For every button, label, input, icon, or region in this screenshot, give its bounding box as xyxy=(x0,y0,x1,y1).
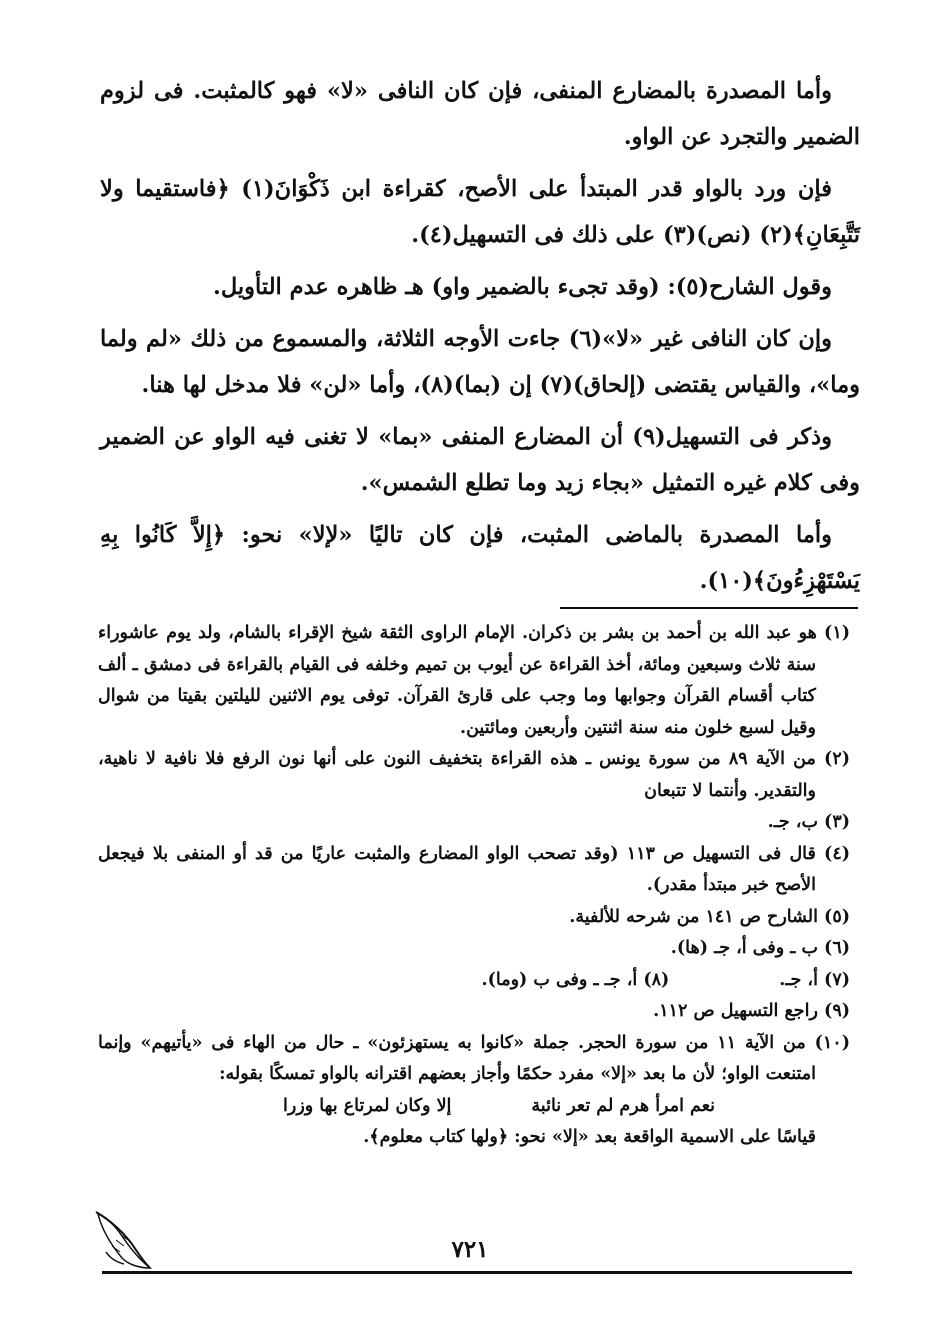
main-text xyxy=(100,68,860,610)
paragraph-4: وإن كان النافى غير «لا»(٦) جاءت الأوجه الثلاثة، والمسموع من ذلك «لم ولما وما»، والقياس يقتضى (إلحاق)(٧) إن (بما)(٨)، وأما «لن» فلا مدخل لها هنا. xyxy=(100,326,860,398)
footnote-row-7-8 xyxy=(98,965,850,997)
footnote-2: (٢) من الآية ٨٩ من سورة يونس ـ هذه القراءة بتخفيف النون على أنها نون الرفع فلا نافية لا ناهية، والتقدير. وأنتما لا تتبعان xyxy=(98,749,850,801)
footnote-7: (٧) أ، جـ. xyxy=(779,969,850,990)
paragraph-2: فإن ورد بالواو قدر المبتدأ على الأصح، كقراءة ابن ذَكْوَانَ(١) ﴿فاستقيما ولا تَتَّبِعَانِ﴾(٢) (نص)(٣) على ذلك فى التسهيل(٤). xyxy=(100,176,860,248)
footnote-5: (٥) الشارح ص ١٤١ من شرحه للألفية. xyxy=(569,906,850,927)
paragraph-3: وقول الشارح(٥): (وقد تجىء بالضمير واو) هـ ظاهره عدم التأويل. xyxy=(213,274,832,300)
paragraph-6: وأما المصدرة بالماضى المثبت، فإن كان تاليًا «لإلا» نحو: ﴿إِلاَّ كَانُوا بِهِ يَسْتَهْزِءُونَ﴾(١٠). xyxy=(100,522,860,594)
footnote-3: (٣) ب، جـ. xyxy=(767,812,850,832)
verse-first-hemistich: نعم امرأ هرم لم تعر نائبة xyxy=(531,1095,716,1116)
verse-second-hemistich: إلا وكان لمرتاع بها وزرا xyxy=(283,1095,452,1116)
paragraph-5: وذكر فى التسهيل(٩) أن المضارع المنفى «بما» لا تغنى فيه الواو عن الضمير وفى كلام غيره التمثيل «بجاء زيد وما تطلع الشمس». xyxy=(100,424,860,496)
page-number: ٧٢١ xyxy=(451,1236,489,1263)
footnote-4: (٤) قال فى التسهيل ص ١١٣ (وقد تصحب الواو المضارع والمثبت عاريًا من قد أو المنفى بلا فيجعل الأصح خبر مبتدأ مقدر). xyxy=(98,843,851,895)
footnote-6: (٦) ب ـ وفى أ، جـ (ها). xyxy=(670,938,850,958)
footnotes xyxy=(98,618,850,1154)
footnote-1: (١) هو عبد الله بن أحمد بن بشر بن ذكران. الإمام الراوى الثقة شيخ الإقراء بالشام، ولد يوم عاشوراء سنة ثلاث وسبعين ومائة، أخذ القراءة عن أيوب بن تميم وخلفه فى القيام بالقراءة فى دمشق ـ ألف كتاب أقسام القرآن وجوابها وما وجب على قارئ القرآن. توفى يوم الاثنين لليلتين بقيتا من شوال وقيل لسبع خلون منه سنة اثنتين وأربعين ومائتين. xyxy=(98,623,850,738)
quill-ornament-icon xyxy=(92,1206,156,1272)
footnote-10-tail: قياسًا على الاسمية الواقعة بعد «إلا» نحو: ﴿ولها كتاب معلوم﴾. xyxy=(363,1127,816,1147)
footnote-8: (٨) أ، جـ ـ وفى ب (وما). xyxy=(481,969,670,990)
footnote-9: (٩) راجع التسهيل ص ١١٢. xyxy=(653,1001,850,1021)
footnote-separator xyxy=(560,607,858,609)
paragraph-1: وأما المصدرة بالمضارع المنفى، فإن كان النافى «لا» فهو كالمثبت. فى لزوم الضمير والتجرد عن الواو. xyxy=(100,78,860,150)
bottom-rule xyxy=(102,1271,852,1274)
footnote-10: (١٠) من الآية ١١ من سورة الحجر. جملة «كانوا به يستهزئون» ـ حال من الهاء فى «يأتيهم» وإنما امتنعت الواو؛ لأن ما بعد «إلا» مفرد حكمًا وأجاز بعضهم اقترانه بالواو تمسكًا بقوله: xyxy=(98,1032,850,1084)
poetry-verse xyxy=(98,1091,850,1123)
